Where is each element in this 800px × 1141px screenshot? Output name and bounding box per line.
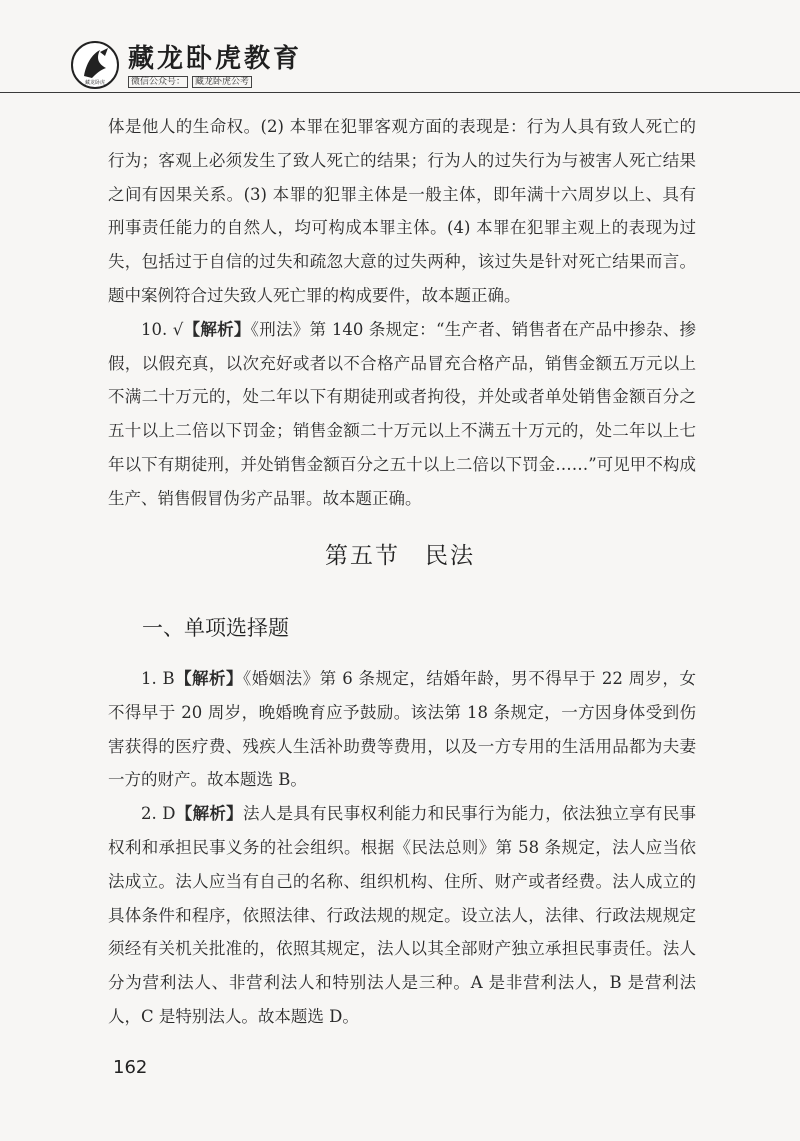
brand-subtitle [128, 74, 256, 87]
item-1-analysis-label: 【解析】 [174, 669, 243, 688]
item-2-text: 法人是具有民事权利能力和民事行为能力，依法独立享有民事权利和承担民事义务的社会组织。根据《民法总则》第 58 条规定，法人应当依法成立。法人应当有自己的名称、组织机构、住所、财产或者经费。法人成立的具体条件和程序，依照法律、行政法规的规定。设立法人，法律、行政法规规定须经有关机关批准的，依照其规定，法人以其全部财产独立承担民事责任。法人分为营利法人、非营利法人和特别法人是三种。A 是非营利法人，B 是营利法人，C 是特别法人。故本题选 D。 [108, 804, 697, 1026]
header-divider [0, 92, 800, 93]
answer-item-1 [108, 662, 696, 797]
subsection-title: 一、单项选择题 [142, 616, 289, 640]
section-title: 第五节 民法 [325, 543, 475, 569]
body-top [108, 110, 696, 516]
item-10-number: 10. √ [141, 319, 184, 339]
brand-sub-account: 藏龙卧虎公考 [192, 76, 252, 88]
item-1-text: 《婚姻法》第 6 条规定，结婚年龄，男不得早于 22 周岁，女不得早于 20 周岁，晚婚晚育应予鼓励。该法第 18 条规定，一方因身体受到伤害获得的医疗费、残疾人生活补助费等费用，以及一方专用的生活用品都为夫妻一方的财产。故本题选 B。 [108, 669, 696, 790]
page-header [0, 0, 800, 92]
brand-sub-wechat: 微信公众号： [128, 76, 188, 88]
item-2-analysis-label: 【解析】 [175, 804, 243, 824]
item-2-number: 2. D [141, 804, 176, 824]
item-10-analysis-label: 【解析】 [183, 319, 251, 339]
logo-text: 藏龙卧虎 [84, 80, 106, 86]
paragraph-continued: 体是他人的生命权。(2) 本罪在犯罪客观方面的表现是：行为人具有致人死亡的行为；客观上必须发生了致人死亡的结果；行为人的过失行为与被害人死亡结果之间有因果关系。(3) 本罪的犯罪主体是一般主体，即年满十六周岁以上、具有刑事责任能力的自然人，均可构成本罪主体。(4) 本罪在犯罪主观上的表现为过失，包括过于自信的过失和疏忽大意的过失两种，该过失是针对死亡结果而言。题中案例符合过失致人死亡罪的构成要件，故本题正确。 [108, 117, 696, 305]
answer-item-10 [108, 313, 696, 516]
answer-item-2 [108, 797, 696, 1034]
body-bottom [108, 662, 696, 1034]
brand-logo-icon [70, 40, 120, 90]
brand-title: 藏龙卧虎教育 [128, 44, 303, 74]
item-10-text: 《刑法》第 140 条规定：“生产者、销售者在产品中掺杂、掺假，以假充真，以次充好或者以不合格产品冒充合格产品，销售金额五万元以上不满二十万元的，处二年以下有期徒刑或者拘役，并处或者单处销售金额百分之五十以上二倍以下罚金；销售金额二十万元以上不满五十万元的，处二年以上七年以下有期徒刑，并处销售金额百分之五十以上二倍以下罚金……”可见甲不构成生产、销售假冒伪劣产品罪。故本题正确。 [108, 319, 697, 508]
page-number: 162 [113, 1057, 148, 1078]
item-1-number: 1. B [141, 669, 175, 688]
